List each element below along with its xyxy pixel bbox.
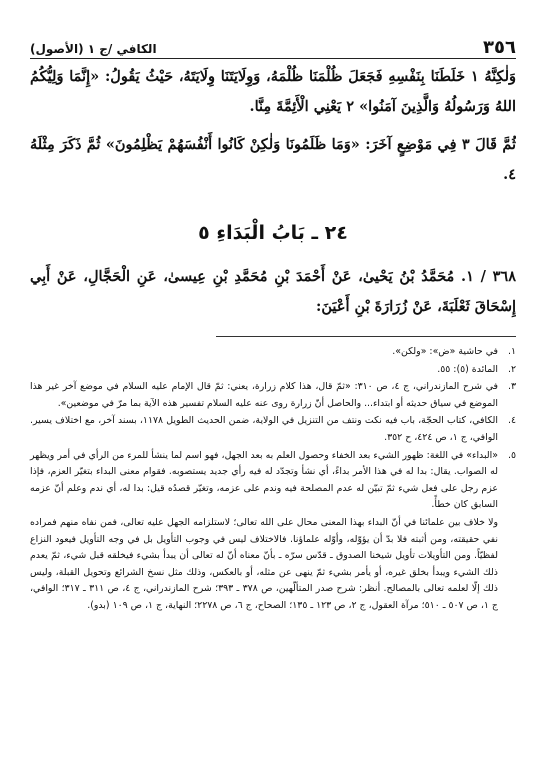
footnote-number: ٢. <box>507 363 516 375</box>
footnote-number: ١. <box>507 346 516 357</box>
footnote-number: ٥. <box>507 449 516 461</box>
footnote-text: المائدة (٥): ٥٥. <box>437 363 498 375</box>
footnote-number: ٣. <box>507 381 516 393</box>
footnote-2 <box>30 362 516 379</box>
footnote-5-continued <box>30 515 516 615</box>
footnote-text: الكافي، كتاب الحجّة، باب فيه نكت ونتف من التنزيل في الولاية، ضمن الحديث الطويل ١١٧٨، بسند آخر، مع اختلاف يسير. الوافي، ج ١، ص ٤٢٤، ح ٣٥٢. <box>30 415 498 443</box>
main-text <box>30 62 516 190</box>
page-header <box>30 36 516 59</box>
footnote-divider <box>216 336 516 337</box>
paragraph-2: ثُمَّ قَالَ ٣ فِي مَوْضِعٍ آخَرَ: «وَمَا ظَلَمُونَا وَلٰكِنْ كَانُوا أَنْفُسَهُمْ يَظْلِمُونَ» ثُمَّ ذَكَرَ مِثْلَهُ ٤. <box>30 136 516 183</box>
footnotes <box>30 344 516 616</box>
footnote-4 <box>30 413 516 446</box>
footnote-3 <box>30 379 516 412</box>
page-number: ٣٥٦ <box>483 37 516 58</box>
footnote-text: «البداء» في اللغة: ظهور الشيء بعد الخفاء وحصول العلم به بعد الجهل، فهو اسم لما ينشأ للمرء من الرأي في أمر ويظهر له الصواب. يقال: بدا له في هذا الأمر بداءً، أي نشأ وتجدّد له فيه رأي جديد يستصوبه. فقوام معنى البداء بتغيّر العزم، فإذا عزم رجل على فعل شيء ثمّ تبيّن له عدم المصلحة فيه وندم على عزمه، وتغيّر قصدُه قيل: بدا له، أي ندم وعلم أنّ عزمه السابق كان خطأً. <box>30 449 498 511</box>
hadith-chain: ٣٦٨ / ١. مُحَمَّدُ بْنُ يَحْيىٰ، عَنْ أَحْمَدَ بْنِ مُحَمَّدِ بْنِ عِيسىٰ، عَنِ الْحَجَّالِ، عَنْ أَبِي إِسْحَاقَ ثَعْلَبَةَ، عَنْ زُرَارَةَ بْنِ أَعْيَنَ: <box>30 268 516 315</box>
footnote-number: ٤. <box>507 415 516 427</box>
footnote-number <box>498 515 516 615</box>
footnote-text: في شرح المازندراني، ج ٤، ص ٣١٠: «ثمّ قال، هذا كلام زرارة، يعني: ثمّ قال الإمام عليه السلام في موضع آخر غير هذا الموضع في سياق حديثه أو ابتداء... والحاصل أنّ زرارة روى عنه عليه السلام تفسير هذه الآية بما مرّ في موضعين». <box>30 381 498 409</box>
paragraph-1: وَلٰكِنَّهُ ١ خَلَطَنَا بِنَفْسِهِ فَجَعَلَ ظُلْمَنَا ظُلْمَهُ، وَوِلَايَتَنَا وِلَايَتَهُ، حَيْثُ يَقُولُ: «إِنَّمَا وَلِيُّكُمُ اللهُ وَرَسُولُهُ وَالَّذِينَ آمَنُوا» ٢ يَعْنِي الْأَئِمَّةَ مِنَّا. <box>30 68 516 115</box>
footnote-text: في حاشية «ض»: «ولكن». <box>392 346 498 357</box>
running-title: الكافي /ج ١ (الأصول) <box>30 42 157 56</box>
footnote-text: ولا خلاف بين علمائنا في أنّ البداء بهذا المعنى محال على الله تعالى؛ لاستلزامه الجهل عليه تعالى، فمن نفاه منهم فمراده نفي حقيقته، ومن أثبته فلا بدّ أن يؤوّله، وأوّله علماؤنا. فالاختلاف ليس في وجوب التأويل بل في وجه التأويل فيعود النزاع لفظيّاً. ومن التأويلات تأويل شيخنا الصدوق ـ قدّس سرّه ـ بأنّ معناه أنّ له تعالى أن يبدأ بشيء فيخلقه قبل شيء، ثمّ يعدم ذلك الشيء ويبدأ بخلق غيره، أو يأمر بشيء ثمّ ينهى عن مثله، أو بالعكس، وذلك مثل نسخ الشرائع وتحويل القبلة، وليس ذلك إلّا لعلمه تعالى بالمصالح. أنظر: شرح صدر المتألّهين، ص ٣٧٨ ـ ٣٩٣؛ شرح المازندراني، ج ٤، ص ٣١١ ـ ٣١٧؛ الوافي، ج ١، ص ٥٠٧ ـ ٥١٠؛ مرآة العقول، ج ٢، ص ١٢٣ ـ ١٣٥؛ الصحاح، ج ٦، ص ٢٢٧٨؛ النهاية، ج ١، ص ١٠٩ (بدو). <box>30 516 498 611</box>
footnote-5 <box>30 448 516 514</box>
chapter-title: ٢٤ ـ بَابُ الْبَدَاءِ ٥ <box>198 222 348 244</box>
footnote-1 <box>30 344 516 361</box>
